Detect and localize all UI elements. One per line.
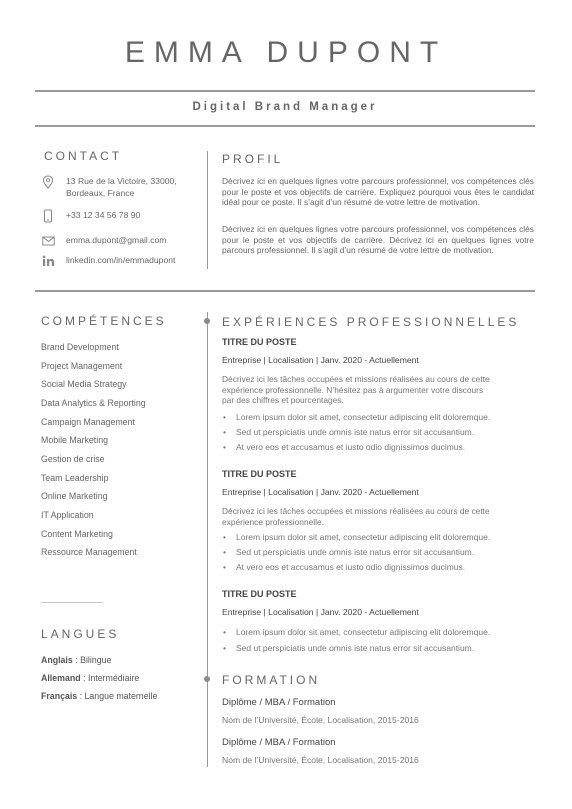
job-title: Digital Brand Manager bbox=[192, 101, 378, 113]
location-pin-icon bbox=[42, 175, 56, 189]
education-school: Nom de l’Université, École, Localisation, 2015-2016 bbox=[222, 715, 419, 725]
header-bottom-divider bbox=[35, 125, 535, 127]
langues-title: LANGUES bbox=[41, 627, 120, 641]
language-item bbox=[41, 691, 157, 701]
language-level: : Bilingue bbox=[72, 655, 112, 665]
timeline-dot bbox=[204, 318, 210, 324]
profil-paragraph-1: Décrivez ici en quelques lignes votre parcours professionnel, vos compétences clés pour le poste et vos objectifs de carrière. Expliquez pourquoi vous êtes le candidat idéal pour ce poste. Il s’agit d’un résumé de votre lettre de motivation. bbox=[222, 176, 534, 207]
profil-paragraph-2: Décrivez ici en quelques lignes votre parcours professionnel, vos compétences clés pour le poste et vos objectifs de carrière. Décrivez ici en quelques lignes votre parcours professionnel. Il s’agit d’un résumé de votre lettre de motivation. bbox=[222, 224, 534, 255]
skill-item: Content Marketing bbox=[41, 529, 113, 539]
job-description bbox=[222, 506, 532, 527]
linkedin-icon bbox=[42, 254, 56, 268]
education-degree: Diplôme / MBA / Formation bbox=[222, 737, 336, 748]
contact-email bbox=[42, 234, 202, 248]
skill-item: Team Leadership bbox=[41, 473, 109, 483]
job-bullet: • At vero eos et accusamus et iusto odio dignissimos ducimus. bbox=[236, 562, 465, 572]
skill-item: Data Analytics & Reporting bbox=[41, 398, 146, 408]
first-name: EMMA bbox=[124, 36, 250, 69]
address-line-2: Bordeaux, France bbox=[66, 188, 135, 198]
job-bullet: • Lorem ipsum dolor sit amet, consectetur adipiscing elit doloremque. bbox=[236, 532, 490, 542]
phone-icon bbox=[42, 209, 56, 223]
job-description bbox=[222, 374, 532, 406]
language-name: Anglais bbox=[41, 655, 73, 665]
address-line-1: 13 Rue de la Victoire, 33000, bbox=[66, 176, 177, 186]
education-degree: Diplôme / MBA / Formation bbox=[222, 697, 336, 708]
skill-item: Campaign Management bbox=[41, 417, 135, 427]
language-level: : Intermédiaire bbox=[80, 673, 140, 683]
language-name: Allemand bbox=[41, 673, 81, 683]
skill-item: Online Marketing bbox=[41, 491, 108, 501]
competences-title: COMPÉTENCES bbox=[41, 314, 167, 328]
skills-divider bbox=[41, 602, 103, 603]
skill-item: Social Media Strategy bbox=[41, 379, 127, 389]
email-address[interactable]: emma.dupont@gmail.com bbox=[66, 235, 167, 245]
job-meta: Entreprise | Localisation | Janv. 2020 - Actuellement bbox=[222, 487, 419, 497]
last-name: DUPONT bbox=[266, 36, 448, 69]
contact-phone bbox=[42, 209, 202, 223]
job-title: TITRE DU POSTE bbox=[222, 337, 297, 347]
skill-item: Ressource Management bbox=[41, 547, 137, 557]
skill-item: Project Management bbox=[41, 361, 123, 371]
contact-linkedin bbox=[42, 254, 202, 268]
header-top-divider bbox=[35, 90, 535, 92]
job-meta: Entreprise | Localisation | Janv. 2020 - Actuellement bbox=[222, 607, 419, 617]
desc-line: par des chiffres et pourcentages. bbox=[222, 395, 344, 405]
experiences-title: EXPÉRIENCES PROFESSIONNELLES bbox=[222, 315, 520, 329]
job-bullet: • At vero eos et accusamus et iusto odio dignissimos ducimus. bbox=[236, 442, 465, 452]
language-item bbox=[41, 673, 139, 683]
skill-item: Gestion de crise bbox=[41, 454, 105, 464]
education-school: Nom de l’Université, École, Localisation, 2015-2016 bbox=[222, 755, 419, 765]
job-bullet: • Lorem ipsum dolor sit amet, consectetur adipiscing elit doloremque. bbox=[236, 627, 490, 637]
job-bullet: • Sed ut perspiciatis unde omnis iste natus error sit accusantium. bbox=[236, 547, 474, 557]
middle-divider bbox=[35, 290, 535, 292]
timeline-line bbox=[207, 312, 208, 767]
job-title: TITRE DU POSTE bbox=[222, 589, 297, 599]
profil-title: PROFIL bbox=[222, 152, 284, 166]
language-item bbox=[41, 655, 111, 665]
timeline-dot bbox=[204, 676, 210, 682]
envelope-icon bbox=[42, 234, 56, 248]
top-column-divider bbox=[207, 151, 208, 269]
contact-title: CONTACT bbox=[44, 149, 123, 163]
skill-item: Brand Development bbox=[41, 342, 119, 352]
desc-line: Décrivez ici les tâches occupées et missions réalisées au cours de cette bbox=[222, 374, 490, 384]
language-level: : Langue maternelle bbox=[77, 691, 158, 701]
job-bullet: • Sed ut perspiciatis unde omnis iste natus error sit accusantium. bbox=[236, 643, 474, 653]
job-title: TITRE DU POSTE bbox=[222, 469, 297, 479]
desc-line: expérience professionnelle. bbox=[222, 516, 324, 527]
phone-number: +33 12 34 56 78 90 bbox=[66, 210, 141, 220]
desc-line: expérience professionnelle. N’hésitez pas à argumenter votre discours bbox=[222, 384, 484, 395]
contact-address bbox=[42, 175, 202, 201]
job-bullet: • Lorem ipsum dolor sit amet, consectetur adipiscing elit doloremque. bbox=[236, 412, 490, 422]
skill-item: IT Application bbox=[41, 510, 94, 520]
job-bullet: • Sed ut perspiciatis unde omnis iste natus error sit accusantium. bbox=[236, 427, 474, 437]
candidate-name bbox=[0, 36, 572, 70]
desc-line: Décrivez ici les tâches occupées et missions réalisées au cours de cette bbox=[222, 506, 490, 516]
job-meta: Entreprise | Localisation | Janv. 2020 - Actuellement bbox=[222, 355, 419, 365]
skill-item: Mobile Marketing bbox=[41, 435, 108, 445]
linkedin-url[interactable]: linkedin.com/in/emmadupont bbox=[66, 255, 176, 265]
formation-title: FORMATION bbox=[222, 673, 321, 687]
language-name: Français bbox=[41, 691, 78, 701]
